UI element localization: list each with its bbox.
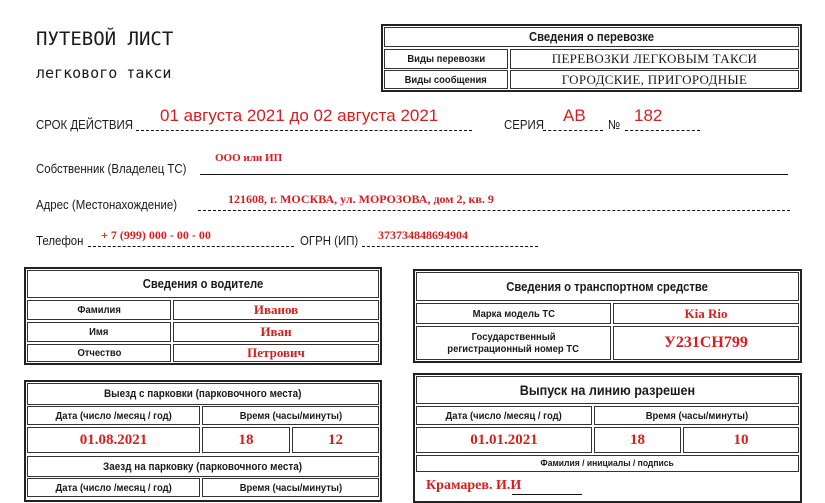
name-label: Имя <box>27 322 171 342</box>
patronymic-value: Петрович <box>173 344 379 362</box>
phone-underline <box>88 246 294 247</box>
owner-value: ООО или ИП <box>215 152 283 164</box>
release-date-label: Дата (число /месяц / год) <box>416 406 592 425</box>
address-underline <box>198 210 790 211</box>
reg-number-label: Государственный регистрационный номер ТС <box>416 326 611 360</box>
reg-number-value: У231СН799 <box>613 326 799 360</box>
arrival-date-label: Дата (число /месяц / год) <box>27 478 200 497</box>
series-label: СЕРИЯ <box>504 117 545 132</box>
ogrn-label: ОГРН (ИП) <box>300 233 359 248</box>
departure-hours-value: 18 <box>202 427 290 453</box>
owner-label: Собственник (Владелец ТС) <box>36 161 187 176</box>
departure-date-value: 01.08.2021 <box>27 427 200 453</box>
model-value: Kia Rio <box>613 303 799 324</box>
release-hours-value: 18 <box>594 427 681 453</box>
number-value: 182 <box>634 106 663 125</box>
validity-value: 01 августа 2021 до 02 августа 2021 <box>160 106 439 125</box>
connection-type-label: Виды сообщения <box>384 70 508 89</box>
series-underline <box>543 130 603 131</box>
release-minutes-value: 10 <box>683 427 799 453</box>
number-underline <box>625 130 700 131</box>
release-sign-value: Крамарев. И.И <box>426 478 522 493</box>
number-sign: № <box>608 117 621 132</box>
release-time-label: Время (часы/минуты) <box>594 406 799 425</box>
driver-heading: Сведения о водителе <box>27 270 379 298</box>
departure-time-label: Время (часы/минуты) <box>202 406 379 425</box>
transport-type-value: ПЕРЕВОЗКИ ЛЕГКОВЫМ ТАКСИ <box>510 49 799 69</box>
name-value: Иван <box>173 322 379 342</box>
departure-minutes-value: 12 <box>292 427 379 453</box>
page-title: ПУТЕВОЙ ЛИСТ <box>36 28 174 50</box>
departure-heading: Выезд с парковки (парковочного места) <box>27 383 379 405</box>
series-value: АВ <box>563 106 586 125</box>
ogrn-underline <box>362 246 538 247</box>
departure-date-label: Дата (число /месяц / год) <box>27 406 200 425</box>
transport-info-heading: Сведения о перевозке <box>384 27 799 47</box>
release-heading: Выпуск на линию разрешен <box>416 376 799 404</box>
patronymic-label: Отчество <box>27 344 171 362</box>
phone-label: Телефон <box>36 233 84 248</box>
transport-type-label: Виды перевозки <box>384 49 508 69</box>
vehicle-heading: Сведения о транспортном средстве <box>416 272 799 301</box>
surname-label: Фамилия <box>27 300 171 320</box>
page-subtitle: легкового такси <box>36 64 172 82</box>
connection-type-value: ГОРОДСКИЕ, ПРИГОРОДНЫЕ <box>510 70 799 89</box>
phone-value: + 7 (999) 000 - 00 - 00 <box>101 228 211 242</box>
surname-value: Иванов <box>173 300 379 320</box>
model-label: Марка модель ТС <box>416 303 611 324</box>
release-sign-underline <box>512 494 582 495</box>
validity-label: СРОК ДЕЙСТВИЯ <box>36 117 133 132</box>
owner-underline <box>200 174 788 175</box>
arrival-heading: Заезд на парковку (парковочного места) <box>27 456 379 477</box>
validity-underline <box>136 130 472 131</box>
ogrn-value: 373734848694904 <box>378 228 468 242</box>
arrival-time-label: Время (часы/минуты) <box>202 478 379 497</box>
release-date-value: 01.01.2021 <box>416 427 592 453</box>
address-label: Адрес (Местонахождение) <box>36 197 178 212</box>
address-value: 121608, г. МОСКВА, ул. МОРОЗОВА, дом 2, кв. 9 <box>228 192 494 206</box>
release-sign-label: Фамилия / инициалы / подпись <box>416 455 799 472</box>
